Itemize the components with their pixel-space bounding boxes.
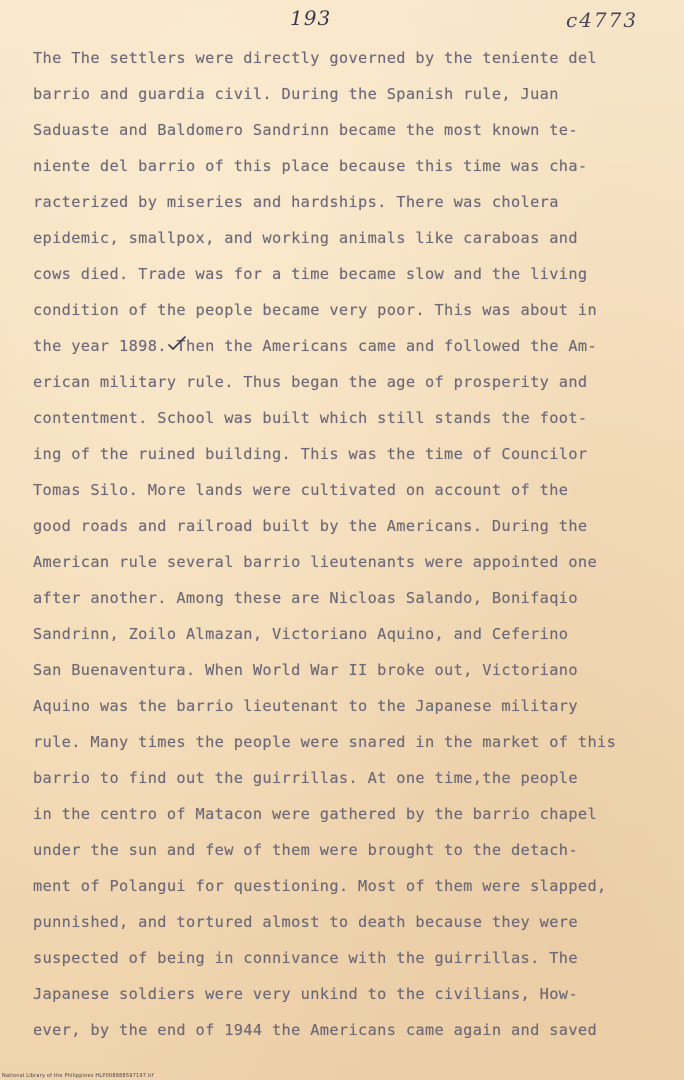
text-line: erican military rule. Thus began the age of prosperity and bbox=[33, 373, 588, 391]
text-line: rule. Many times the people were snared in the market of this bbox=[33, 733, 617, 751]
text-line: Sandrinn, Zoilo Almazan, Victoriano Aquino, and Ceferino bbox=[33, 625, 569, 643]
catalog-number: c4773 bbox=[566, 8, 639, 32]
text-line: racterized by miseries and hardships. There was cholera bbox=[33, 193, 559, 211]
archive-caption: National Library of the Philippines HLP008888597197.tif bbox=[2, 1073, 154, 1079]
text-line: condition of the people became very poor. This was about in bbox=[33, 301, 598, 319]
text-line: punnished, and tortured almost to death because they were bbox=[33, 913, 578, 931]
text-line: niente del barrio of this place because this time was cha- bbox=[33, 157, 588, 175]
text-line: in the centro of Matacon were gathered by the barrio chapel bbox=[33, 805, 598, 823]
text-line: contentment. School was built which still stands the foot- bbox=[33, 409, 588, 427]
text-line: ment of Polangui for questioning. Most of them were slapped, bbox=[33, 877, 607, 895]
text-line: ever, by the end of 1944 the Americans came again and saved bbox=[33, 1021, 598, 1039]
text-line: Japanese soldiers were very unkind to the civilians, How- bbox=[33, 985, 578, 1003]
text-line: Saduaste and Baldomero Sandrinn became the most known te- bbox=[33, 121, 578, 139]
text-line: ing of the ruined building. This was the time of Councilor bbox=[33, 445, 588, 463]
text-line: epidemic, smallpox, and working animals like caraboas and bbox=[33, 229, 578, 247]
text-line: suspected of being in connivance with the guirrillas. The bbox=[33, 949, 578, 967]
text-line: American rule several barrio lieutenants were appointed one bbox=[33, 553, 598, 571]
text-line: Aquino was the barrio lieutenant to the Japanese military bbox=[33, 697, 578, 715]
text-line: barrio and guardia civil. During the Spanish rule, Juan bbox=[33, 85, 559, 103]
text-line: under the sun and few of them were brought to the detach- bbox=[33, 841, 578, 859]
text-line: after another. Among these are Nicloas Salando, Bonifaqio bbox=[33, 589, 578, 607]
text-line: San Buenaventura. When World War II broke out, Victoriano bbox=[33, 661, 578, 679]
typed-text-body bbox=[33, 40, 681, 1048]
text-line: cows died. Trade was for a time became slow and the living bbox=[33, 265, 588, 283]
text-line: barrio to find out the guirrillas. At one time,the people bbox=[33, 769, 578, 787]
text-line: The The settlers were directly governed by the teniente del bbox=[33, 49, 598, 67]
text-line: Tomas Silo. More lands were cultivated on account of the bbox=[33, 481, 569, 499]
text-line: good roads and railroad built by the Americans. During the bbox=[33, 517, 588, 535]
page-number: 193 bbox=[290, 6, 332, 30]
text-line: the year 1898. Then the Americans came and followed the Am- bbox=[33, 337, 598, 355]
